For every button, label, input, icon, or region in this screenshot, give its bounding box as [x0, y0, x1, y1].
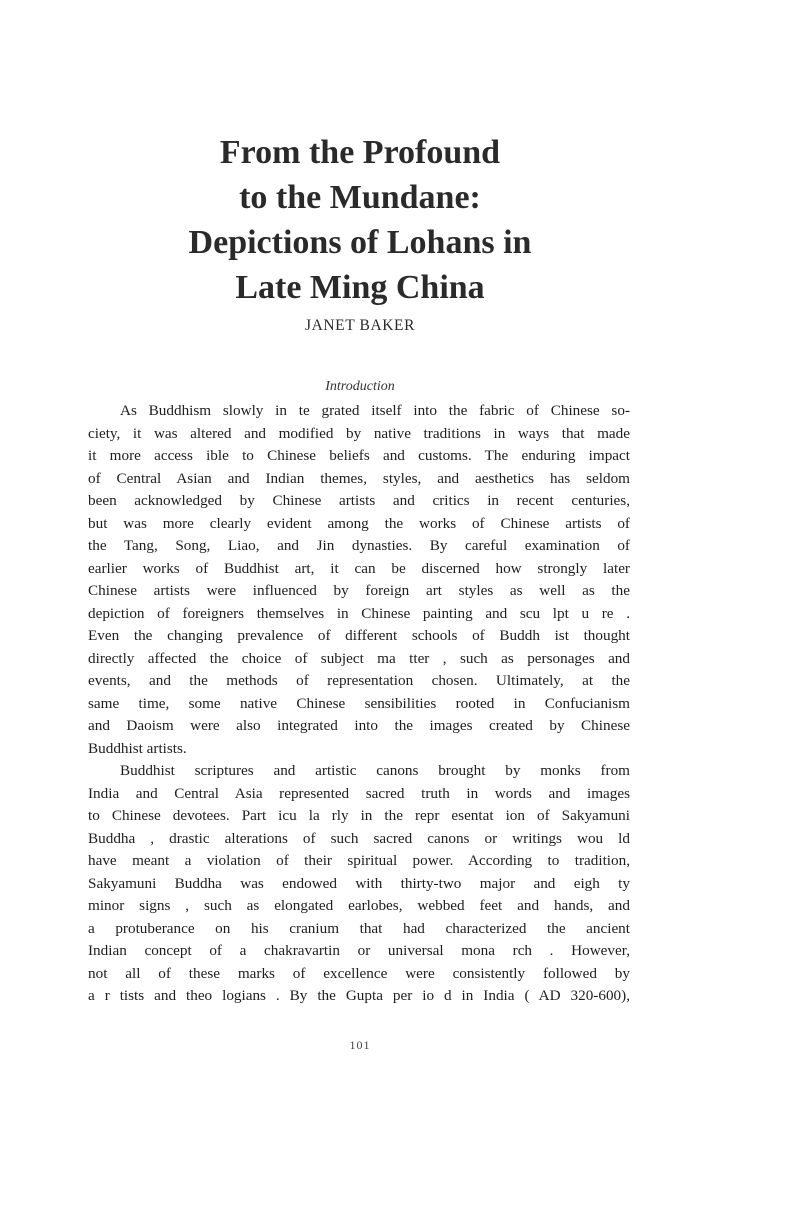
- text-line: Sakyamuni Buddha was endowed with thirty-two major and eigh ty: [88, 874, 630, 892]
- text-line: have meant a violation of their spiritual power. According to tradition,: [88, 852, 630, 869]
- text-line: and Daoism were also integrated into the images created by Chinese: [88, 717, 630, 734]
- text-line: depiction of foreigners themselves in Chinese painting and scu lpt u re .: [88, 604, 630, 622]
- text-line: same time, some native Chinese sensibilities rooted in Confucianism: [88, 694, 630, 712]
- text-line: of Central Asian and Indian themes, styles, and aesthetics has seldom: [88, 469, 630, 487]
- article-title: [0, 130, 720, 310]
- text-line: India and Central Asia represented sacred truth in words and images: [88, 784, 630, 802]
- paragraph-1: [88, 400, 630, 760]
- text-line: Buddhist scriptures and artistic canons brought by monks from: [120, 762, 630, 779]
- text-line: a r tists and theo logians . By the Gupta per io d in India ( AD 320-600),: [88, 987, 630, 1004]
- text-line: the Tang, Song, Liao, and Jin dynasties. By careful examination of: [88, 537, 630, 554]
- text-line: events, and the methods of representation chosen. Ultimately, at the: [88, 672, 630, 689]
- title-line: Depictions of Lohans in: [188, 224, 532, 261]
- text-line: not all of these marks of excellence were consistently followed by: [88, 964, 630, 982]
- text-line: but was more clearly evident among the works of Chinese artists of: [88, 514, 630, 532]
- text-line: Buddha , drastic alterations of such sacred canons or writings wou ld: [88, 829, 630, 847]
- text-line: earlier works of Buddhist art, it can be discerned how strongly later: [88, 559, 630, 577]
- text-line: to Chinese devotees. Part icu la rly in the repr esentat ion of Sakyamuni: [88, 807, 630, 824]
- text-line: Indian concept of a chakravartin or universal mona rch . However,: [88, 942, 630, 959]
- title-line: to the Mundane:: [239, 179, 481, 216]
- text-line: minor signs , such as elongated earlobes, webbed feet and hands, and: [88, 897, 630, 914]
- text-line: been acknowledged by Chinese artists and critics in recent centuries,: [88, 492, 630, 509]
- page-number: 101: [349, 1038, 371, 1052]
- text-line: Buddhist artists.: [88, 739, 187, 757]
- author-name: JANET BAKER: [304, 317, 416, 334]
- text-line: ciety, it was altered and modified by native traditions in ways that made: [88, 424, 630, 442]
- article-body: [88, 400, 630, 1008]
- section-heading: Introduction: [325, 379, 395, 394]
- title-line: From the Profound: [219, 134, 501, 171]
- text-line: As Buddhism slowly in te grated itself into the fabric of Chinese so-: [120, 402, 630, 419]
- text-line: a protuberance on his cranium that had characterized the ancient: [88, 919, 630, 937]
- text-line: it more access ible to Chinese beliefs and customs. The enduring impact: [88, 447, 630, 464]
- text-line: Chinese artists were influenced by foreign art styles as well as the: [88, 582, 630, 599]
- paragraph-2: [88, 760, 630, 1008]
- text-line: Even the changing prevalence of different schools of Buddh ist thought: [88, 627, 630, 644]
- text-line: directly affected the choice of subject ma tter , such as personages and: [88, 649, 630, 667]
- title-line: Late Ming China: [235, 269, 485, 306]
